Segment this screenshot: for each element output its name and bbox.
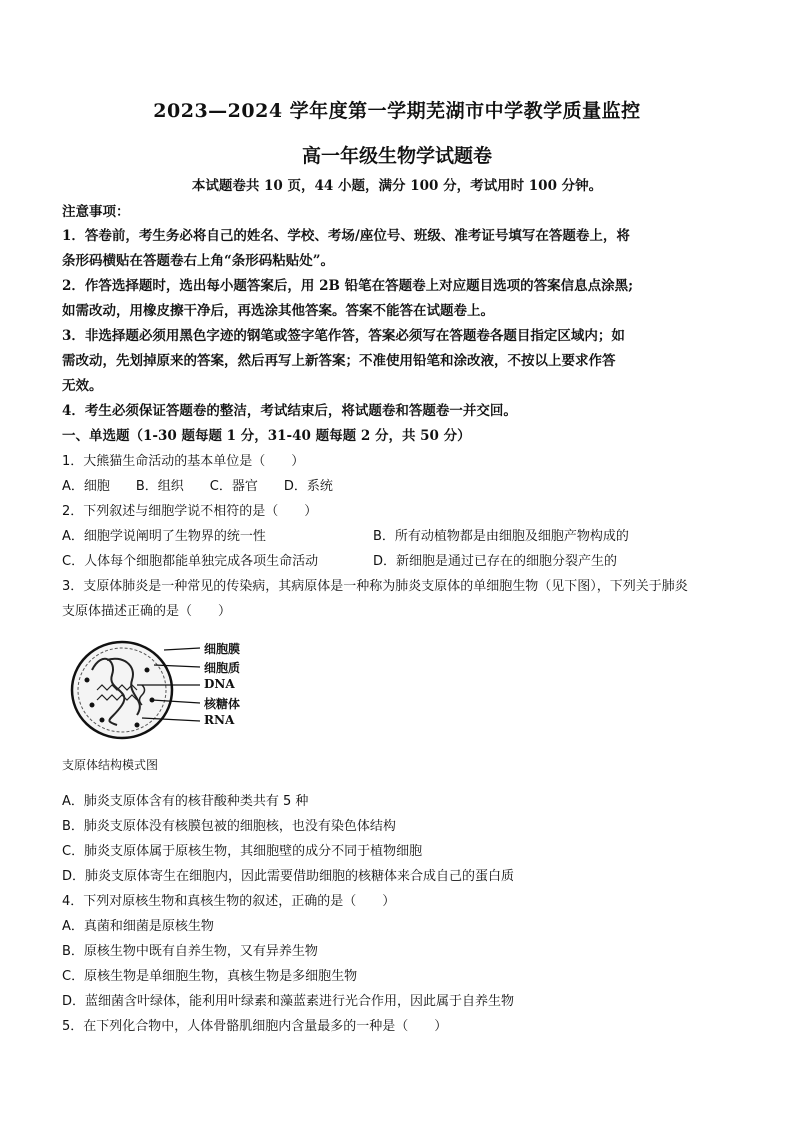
question-stem: 4．下列对原核生物和真核生物的叙述，正确的是（ ） (62, 894, 396, 909)
figure-caption: 支原体结构模式图 (62, 758, 159, 772)
option-b: B．原核生物中既有自养生物，又有异养生物 (62, 944, 318, 959)
option-a: A．肺炎支原体含有的核苷酸种类共有 5 种 (62, 794, 309, 809)
exam-title: 2023—2024 学年度第一学期芜湖市中学教学质量监控 (153, 100, 641, 122)
notes-line: 4．考生必须保证答题卷的整洁，考试结束后，将试题卷和答题卷一并交回。 (62, 403, 517, 419)
question-stem: 3．支原体肺炎是一种常见的传染病，其病原体是一种称为肺炎支原体的单细胞生物（见下图），下列关于肺炎 (62, 579, 688, 594)
notes-line: 如需改动，用橡皮擦干净后，再选涂其他答案。答案不能答在试题卷上。 (62, 303, 494, 319)
label-ribosome: 核糖体 (204, 697, 241, 711)
notes-line: 1．答卷前，考生务必将自己的姓名、学校、考场/座位号、班级、准考证号填写在答题卷上，将 (62, 228, 630, 244)
option-d: D．蓝细菌含叶绿体，能利用叶绿素和藻蓝素进行光合作用，因此属于自养生物 (62, 994, 515, 1009)
notes-line: 无效。 (62, 378, 103, 394)
section-heading: 一、单选题（1-30 题每题 1 分，31-40 题每题 2 分，共 50 分） (62, 428, 471, 444)
notes-heading: 注意事项： (62, 204, 130, 220)
option-c: C．肺炎支原体属于原核生物，其细胞壁的成分不同于植物细胞 (62, 844, 423, 859)
question-stem: 5．在下列化合物中，人体骨骼肌细胞内含量最多的一种是（ ） (62, 1019, 448, 1034)
label-cytoplasm: 细胞质 (204, 661, 241, 675)
option-b: B．肺炎支原体没有核膜包被的细胞核，也没有染色体结构 (62, 819, 396, 834)
question-stem: 1．大熊猫生命活动的基本单位是（ ） (62, 454, 305, 469)
label-dna: DNA (204, 677, 235, 691)
option-d: D．新细胞是通过已存在的细胞分裂产生的 (373, 554, 618, 569)
option-c: C．人体每个细胞都能单独完成各项生命活动 (62, 554, 319, 569)
exam-subtitle-title: 高一年级生物学试题卷 (301, 145, 492, 167)
option-b: B．所有动植物都是由细胞及细胞产物构成的 (373, 529, 629, 544)
option-a: A．细胞学说阐明了生物界的统一性 (62, 529, 266, 544)
notes-line: 3．非选择题必须用黑色字迹的钢笔或签字笔作答，答案必须写在答题卷各题目指定区域内；如 (62, 328, 625, 344)
notes-line: 需改动，先划掉原来的答案，然后再写上新答案；不准使用铅笔和涂改液，不按以上要求作答 (62, 353, 616, 369)
exam-info: 本试题卷共 10 页，44 小题，满分 100 分，考试用时 100 分钟。 (191, 178, 603, 194)
label-rna: RNA (204, 713, 235, 727)
question-stem-continued: 支原体描述正确的是（ ） (62, 604, 232, 619)
option-a: A．真菌和细菌是原核生物 (62, 919, 214, 934)
label-cell-membrane: 细胞膜 (204, 642, 241, 656)
notes-line: 2．作答选择题时，选出每小题答案后，用 2B 铅笔在答题卷上对应题目选项的答案信息点涂黑; (62, 278, 634, 294)
notes-line: 条形码横贴在答题卷右上角“条形码粘贴处”。 (62, 253, 335, 269)
question-stem: 2．下列叙述与细胞学说不相符的是（ ） (62, 504, 318, 519)
mycoplasma-structure-figure (62, 630, 262, 780)
option-d: D．肺炎支原体寄生在细胞内，因此需要借助细胞的核糖体来合成自己的蛋白质 (62, 869, 515, 884)
question-options: A．细胞 B．组织 C．器官 D．系统 (62, 479, 333, 494)
option-c: C．原核生物是单细胞生物，真核生物是多细胞生物 (62, 969, 358, 984)
